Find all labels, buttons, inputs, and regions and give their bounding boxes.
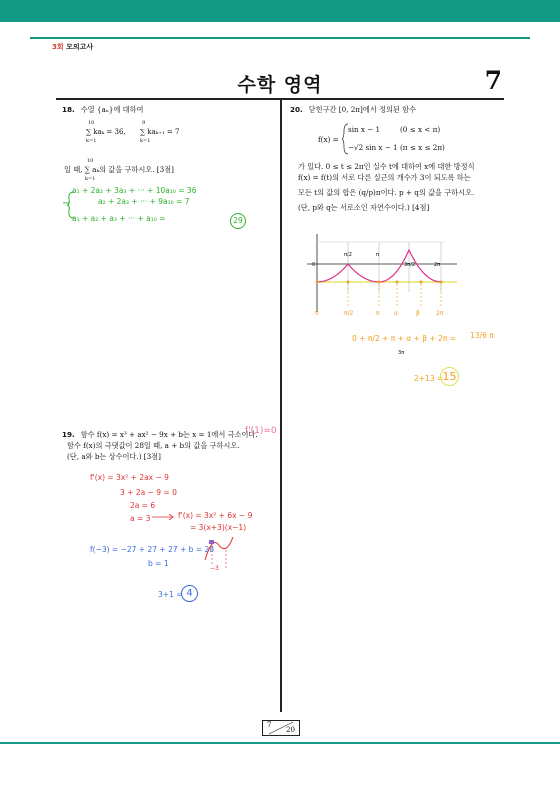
axis-tick-0: 0 — [315, 310, 319, 317]
question-number: 19. — [62, 430, 75, 439]
q19-side-note: f'(1)=0 — [245, 426, 277, 436]
exam-label: 모의고사 — [66, 43, 94, 51]
sum-expression: ∑ kaₖ = 36, — [86, 128, 126, 136]
question-line: 모든 t의 값의 합은 (q/p)π이다. p + q의 값을 구하시오. — [298, 188, 475, 197]
q20-f-label: f(x) = — [318, 135, 339, 144]
q20-graph — [305, 232, 465, 322]
sum-upper: 10 — [88, 120, 95, 126]
axis-tick-1: π/2 — [344, 310, 354, 317]
question-18 — [62, 104, 272, 115]
question-intro: 수열 {aₙ}에 대하여 — [80, 105, 144, 114]
q20-case-2-cond: (π ≤ x ≤ 2π) — [400, 143, 445, 152]
q19-work-6: = 3(x+3)(x−1) — [190, 523, 247, 532]
q20-final: 2+13 = — [414, 374, 444, 383]
sum-lower: k=1 — [140, 138, 151, 144]
q19-answer: 4 — [181, 585, 198, 602]
sum-lower: k=1 — [85, 176, 96, 182]
graph-top-label-2: π — [376, 252, 380, 258]
q18-answer: 29 — [230, 213, 246, 229]
axis-tick-4: β — [416, 310, 420, 317]
q20-work-result: 13/6 π — [470, 331, 494, 340]
question-intro: 닫힌구간 [0, 2π]에서 정의된 함수 — [308, 105, 417, 114]
q18-work-line-1: a₁ + 2a₂ + 3a₃ + ··· + 10a₁₀ = 36 — [72, 186, 197, 195]
axis-tick-3: α — [394, 310, 398, 317]
exam-tag — [52, 42, 93, 52]
column-divider — [280, 100, 282, 712]
q20-case-1: sin x − 1 — [348, 125, 381, 134]
q18-work-line-2: a₂ + 2a₃ + ··· + 9a₁₀ = 7 — [98, 197, 190, 206]
question-line: 함수 f(x)의 극댓값이 28일 때, a + b의 값을 구하시오. — [67, 441, 240, 450]
q18-work-minus: − — [62, 198, 71, 209]
q18-work-line-3: a₁ + a₂ + a₃ + ··· + a₁₀ = — [72, 214, 166, 223]
q20-case-2: −√2 sin x − 1 — [348, 143, 398, 152]
q20-case-1-cond: (0 ≤ x < π) — [400, 125, 441, 134]
question-text: 일 때, ∑ aₖ의 값을 구하시오. [3점] — [64, 165, 174, 174]
page-number: 7 — [484, 66, 502, 95]
q20-body — [298, 161, 508, 213]
q19-work-2: 3 + 2a − 9 = 0 — [120, 488, 177, 497]
exam-number: 3회 — [52, 43, 64, 51]
question-line: 함수 f(x) = x³ + ax² − 9x + b는 x = 1에서 극소이다. — [80, 430, 258, 439]
graph-top-label-3: 3π/2 — [404, 262, 416, 268]
question-line: f(x) = f(t)의 서로 다른 실근의 개수가 3이 되도록 하는 — [298, 173, 471, 182]
q19-arrow — [152, 513, 176, 521]
q19-sketch-label: −3 — [210, 565, 219, 572]
question-line: (단, p와 q는 서로소인 자연수이다.) [4점] — [298, 203, 430, 212]
axis-tick-5: 2π — [436, 310, 444, 317]
page-indicator — [262, 720, 300, 736]
question-number: 20. — [290, 105, 303, 114]
axis-tick-2: π — [376, 310, 380, 317]
sum-upper: 10 — [87, 158, 94, 164]
q19-work-4: a = 3 — [130, 514, 151, 523]
header-band — [0, 0, 560, 22]
page-indicator-top: 7 — [267, 721, 272, 729]
sum-lower: k=1 — [86, 138, 97, 144]
footer-rule — [0, 742, 560, 744]
q19-work-3: 2a = 6 — [130, 501, 156, 510]
q20-work-sum: 0 + π/2 + π + α + β + 2π = — [352, 334, 457, 343]
graph-top-label-0: 0 — [312, 262, 316, 268]
question-number: 18. — [62, 105, 75, 114]
sum-upper: 9 — [142, 120, 146, 126]
q18-question — [64, 158, 274, 182]
question-line: (단, a와 b는 상수이다.) [3점] — [67, 452, 161, 461]
q19-work-1: f'(x) = 3x² + 2ax − 9 — [90, 473, 169, 482]
q20-answer: 15 — [440, 367, 459, 386]
q19-sum: 3+1 = — [158, 590, 183, 599]
q19-work-blue-2: b = 1 — [148, 559, 169, 568]
page-title: 수학 영역 — [237, 74, 323, 96]
page-indicator-bottom: 20 — [286, 726, 295, 734]
header-rule — [30, 37, 530, 39]
graph-top-label-4: 2π — [434, 262, 441, 268]
graph-top-label-1: π/2 — [344, 252, 352, 258]
sum-expression: ∑ kaₖ₊₁ = 7 — [140, 128, 180, 136]
q19-sketch — [200, 532, 240, 572]
q19-work-5: f'(x) = 3x² + 6x − 9 — [178, 511, 253, 520]
q18-formula-2 — [140, 120, 180, 144]
question-line: 가 있다. 0 ≤ t ≤ 2π인 실수 t에 대하여 x에 대한 방정식 — [298, 162, 475, 171]
q18-formula-1 — [86, 120, 126, 144]
question-20 — [290, 104, 510, 115]
q19-work-blue-1: f(−3) = −27 + 27 + 27 + b = 28 — [90, 545, 215, 554]
q20-brace-label: 3π — [398, 350, 405, 356]
